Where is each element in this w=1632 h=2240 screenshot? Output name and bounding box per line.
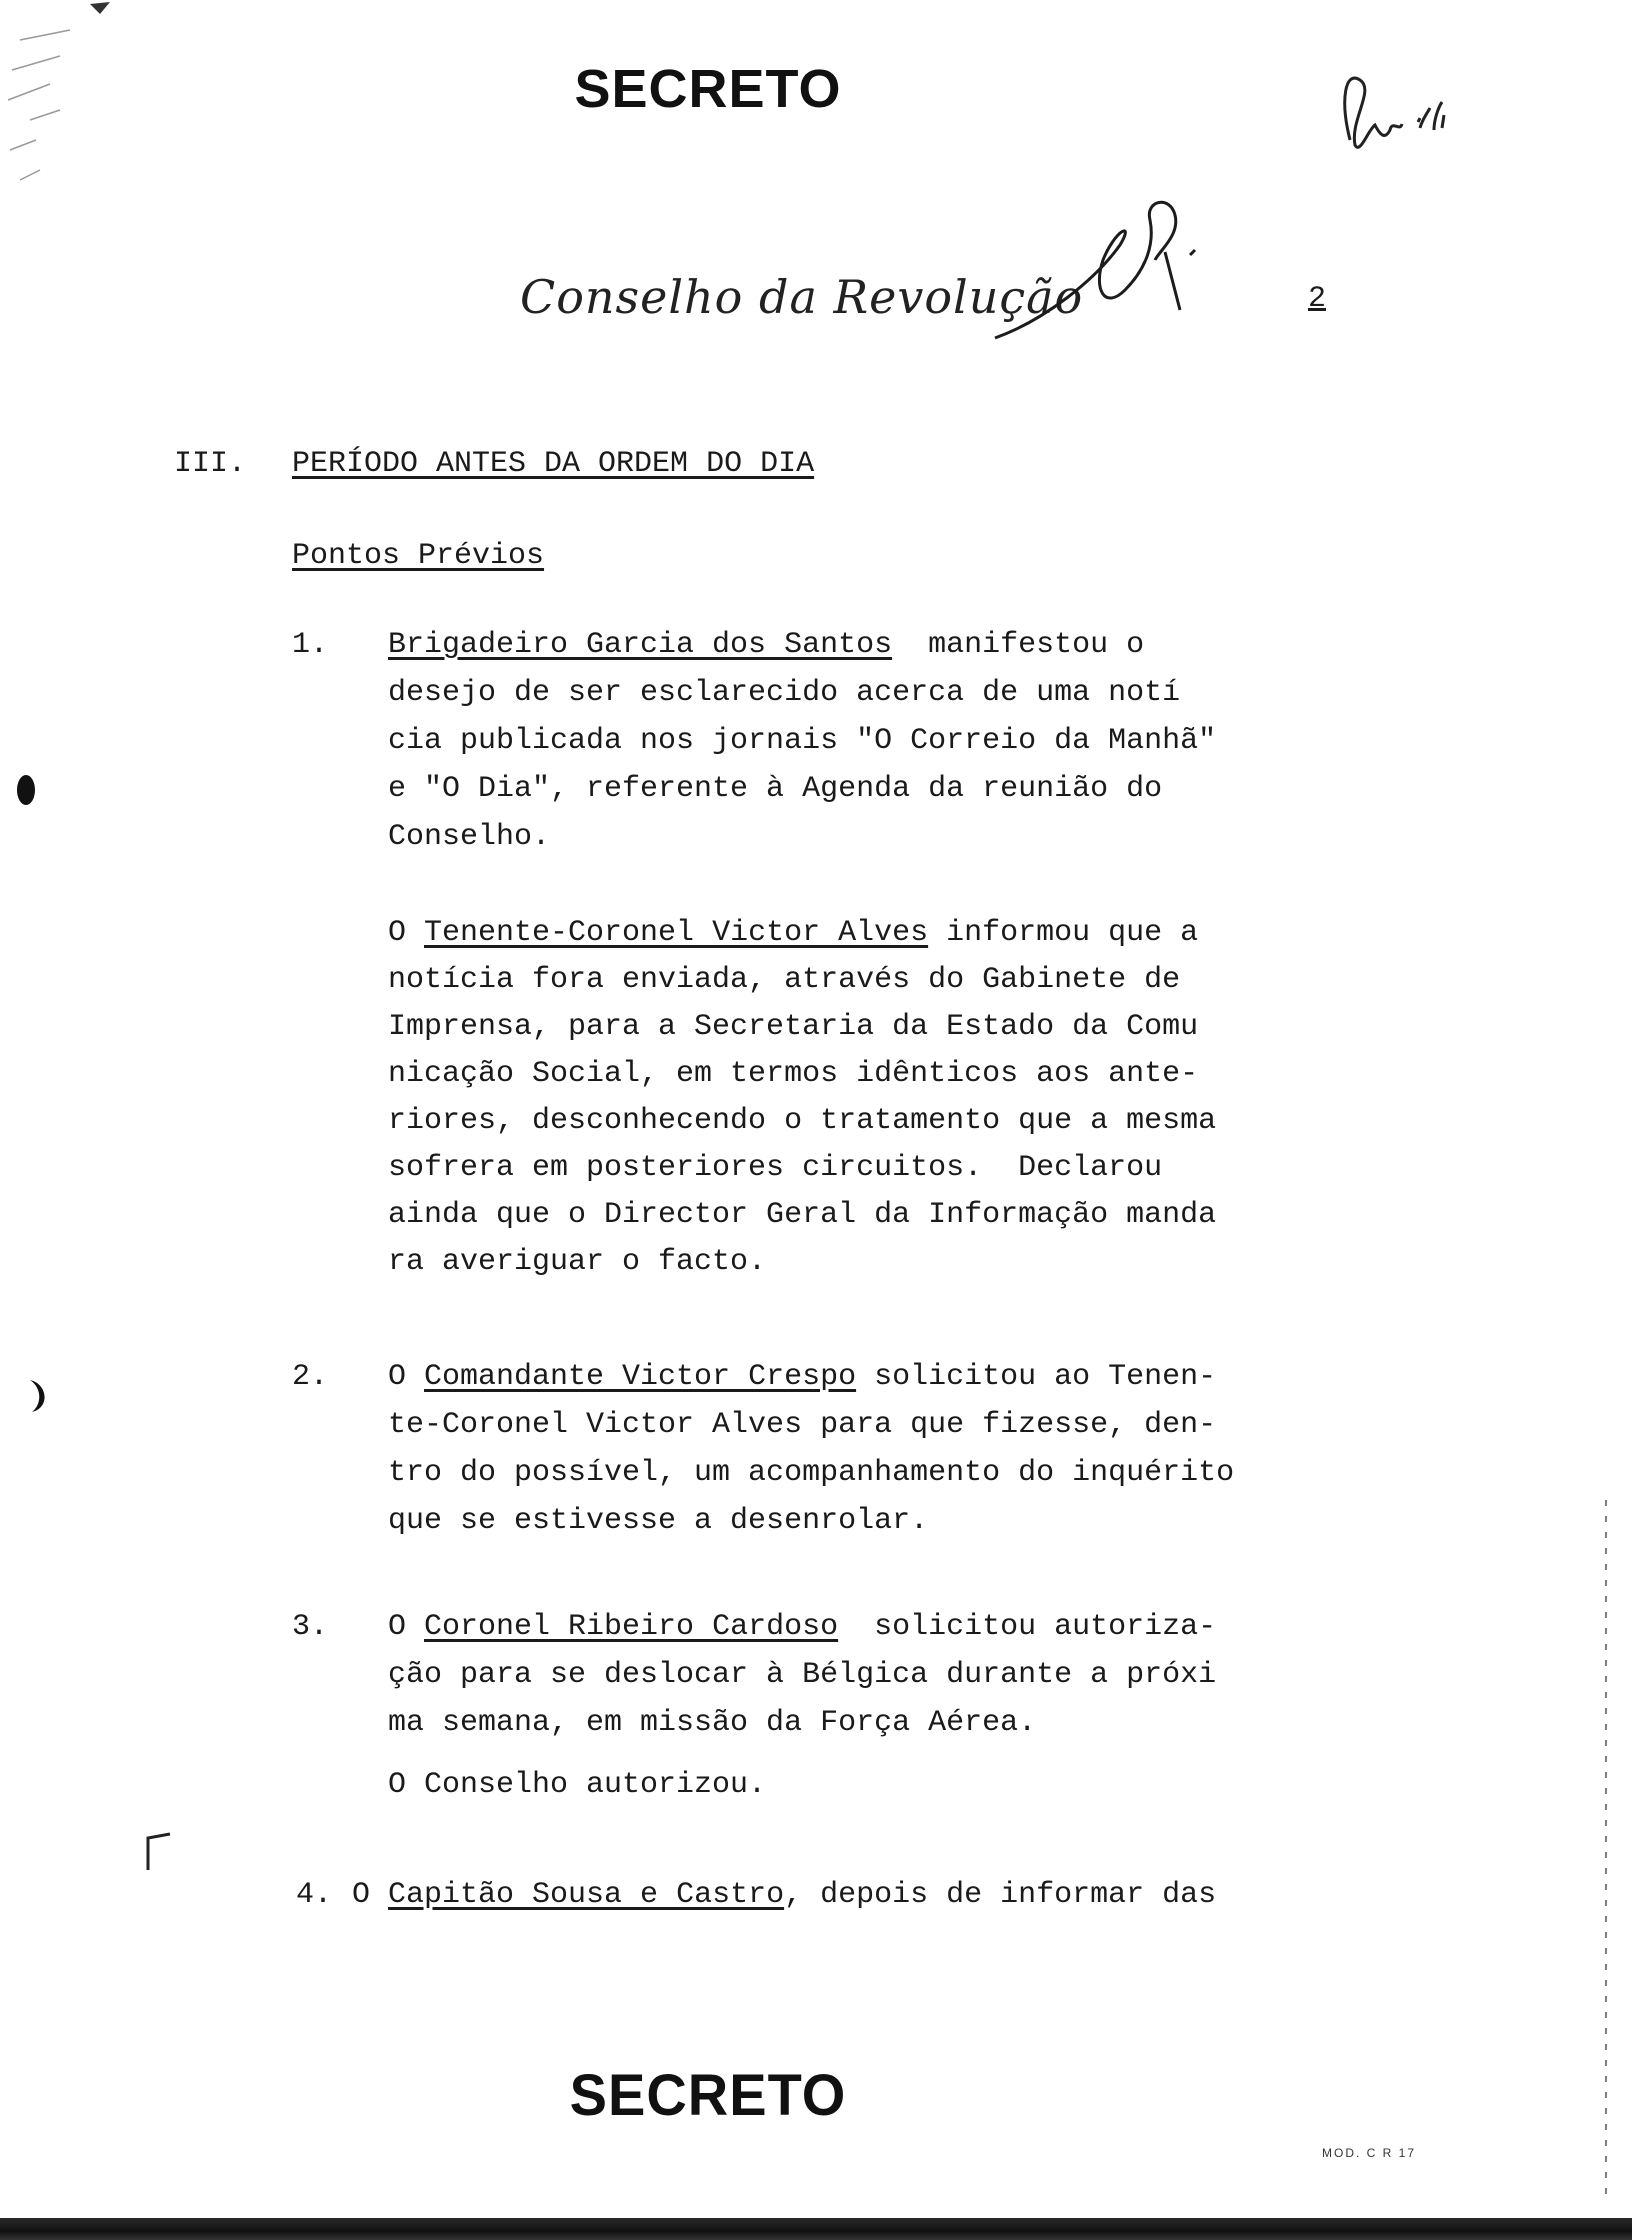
section-number: III.: [174, 447, 247, 481]
item-1-line-4: e "O Dia", referente à Agenda da reunião do: [388, 772, 1163, 806]
corner-bracket-mark: [144, 1832, 174, 1872]
item-3-line-3: ma semana, em missão da Força Aérea.: [388, 1706, 1037, 1740]
handwritten-initials: [1330, 60, 1460, 160]
item-1-line-1: Brigadeiro Garcia dos Santos manifestou o: [388, 628, 1145, 662]
page-number: 2: [1308, 282, 1327, 316]
item-1b-line-8: ra averiguar o facto.: [388, 1245, 767, 1279]
item-2-line-1: O Comandante Victor Crespo solicitou ao Tenen-: [388, 1360, 1217, 1394]
item-1-number: 1.: [292, 628, 329, 662]
item-3-number: 3.: [292, 1610, 329, 1644]
item-4-person: Capitão Sousa e Castro: [388, 1878, 785, 1912]
item-1b-line-7: ainda que o Director Geral da Informação manda: [388, 1198, 1217, 1232]
item-1-line-3: cia publicada nos jornais "O Correio da Manhã": [388, 724, 1217, 758]
item-3-person: Coronel Ribeiro Cardoso: [424, 1610, 839, 1644]
item-4-number: 4.: [296, 1878, 333, 1912]
punch-hole-mark-top: [14, 770, 38, 810]
council-title: Conselho da Revolução: [520, 270, 1084, 324]
scan-bottom-edge: [0, 2218, 1632, 2240]
item-1b-line-6: sofrera em posteriores circuitos. Declarou: [388, 1151, 1163, 1185]
item-1b-line-2: notícia fora enviada, através do Gabinete de: [388, 963, 1181, 997]
signature: [985, 190, 1215, 350]
item-2-line-3: tro do possível, um acompanhamento do inquérito: [388, 1456, 1235, 1490]
classification-stamp-top: SECRETO: [574, 59, 842, 119]
section-title: PERÍODO ANTES DA ORDEM DO DIA: [292, 447, 815, 481]
form-code: MOD. C R 17: [1322, 2146, 1417, 2160]
item-3-line-2: ção para se deslocar à Bélgica durante a próxi: [388, 1658, 1217, 1692]
item-1-line-5: Conselho.: [388, 820, 551, 854]
item-1b-line-4: nicação Social, em termos idênticos aos ante-: [388, 1057, 1199, 1091]
item-2-number: 2.: [292, 1360, 329, 1394]
classification-stamp-bottom: SECRETO: [569, 2061, 847, 2128]
item-1-line-2: desejo de ser esclarecido acerca de uma notí: [388, 676, 1181, 710]
section-subtitle: Pontos Prévios: [292, 539, 545, 573]
item-1b-person: Tenente-Coronel Victor Alves: [424, 916, 929, 950]
scan-noise-top-left: [0, 0, 120, 220]
item-4-line-1: O Capitão Sousa e Castro, depois de informar das: [334, 1878, 1217, 1912]
item-2-line-2: te-Coronel Victor Alves para que fizesse, den-: [388, 1408, 1217, 1442]
item-2-line-4: que se estivesse a desenrolar.: [388, 1504, 929, 1538]
punch-hole-mark-middle: [20, 1376, 52, 1416]
item-1b-line-5: riores, desconhecendo o tratamento que a mesma: [388, 1104, 1217, 1138]
item-3-line-4: O Conselho autorizou.: [388, 1768, 767, 1802]
item-1b-line-3: Imprensa, para a Secretaria da Estado da Comu: [388, 1010, 1199, 1044]
scan-noise-right-edge: [1596, 1500, 1616, 2200]
item-1-person: Brigadeiro Garcia dos Santos: [388, 628, 893, 662]
item-2-person: Comandante Victor Crespo: [424, 1360, 857, 1394]
item-1b-line-1: O Tenente-Coronel Victor Alves informou que a: [388, 916, 1199, 950]
item-3-line-1: O Coronel Ribeiro Cardoso solicitou autoriza-: [388, 1610, 1217, 1644]
